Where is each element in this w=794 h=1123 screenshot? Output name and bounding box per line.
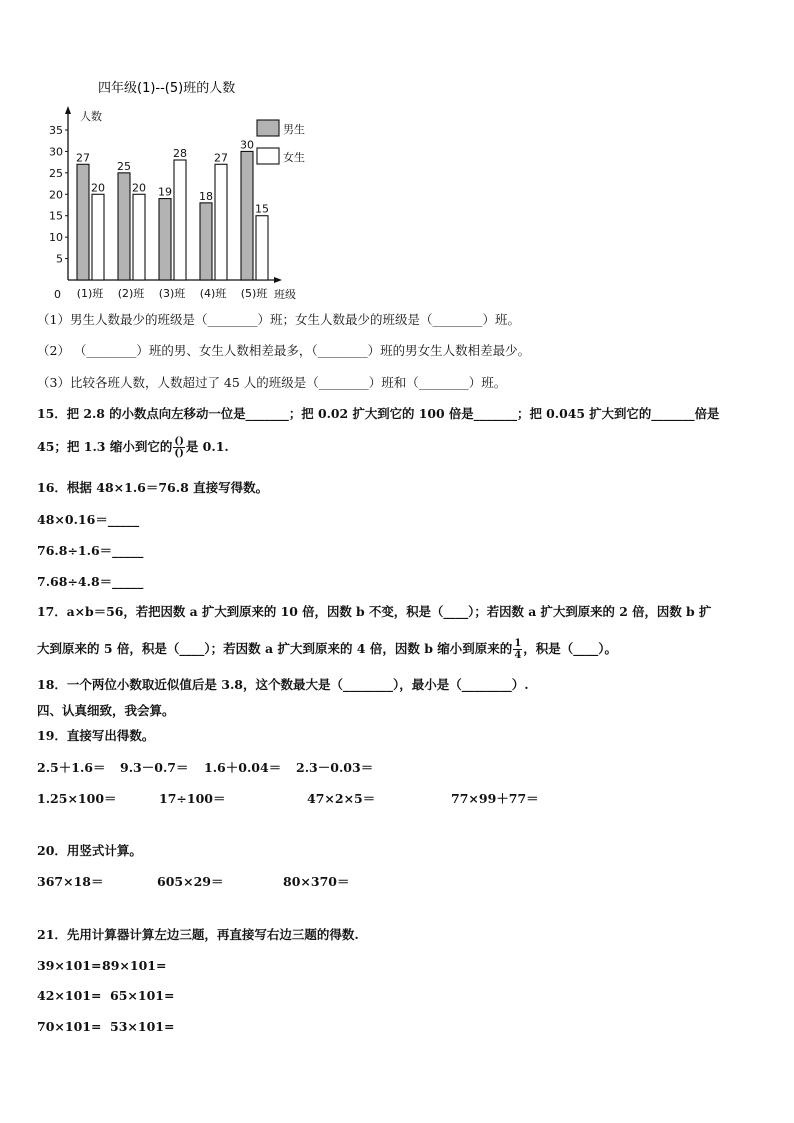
q19-item: 1.6＋0.04＝	[204, 760, 282, 775]
bar-value-label: 28	[173, 147, 187, 160]
y-tick-label: 20	[49, 188, 63, 202]
legend-label: 男生	[283, 123, 305, 136]
question-21: 21．先用计算器计算左边三题，再直接写右边三题的得数.	[37, 927, 359, 942]
q19-item: 77×99＋77＝	[451, 791, 539, 806]
y-tick-label: 25	[49, 166, 63, 180]
q21-item: 70×101=	[37, 1019, 102, 1034]
origin-label: 0	[54, 288, 61, 301]
x-tick-label: (5)班	[240, 287, 268, 300]
bar-value-label: 25	[117, 159, 131, 173]
legend-swatch	[257, 148, 279, 164]
question-17-a: 17．a×b＝56，若把因数 a 扩大到原来的 10 倍，因数 b 不变，积是（____）；若因数 a 扩大到原来的 2 倍，因数 b 扩	[37, 604, 712, 619]
bar	[215, 164, 227, 280]
question-16: 16．根据 48×1.6＝76.8 直接写得数。	[37, 480, 269, 495]
question-16-3: 7.68÷4.8＝_____	[37, 574, 144, 589]
question-16-2: 76.8÷1.6＝_____	[37, 543, 144, 558]
question-14-2: （2） （________）班的男、女生人数相差最多，（________）班的男女生人数相差最少。	[37, 343, 531, 358]
q19-item: 17÷100＝	[159, 791, 226, 806]
q19-item: 47×2×5＝	[307, 791, 376, 806]
x-axis-arrow	[274, 277, 282, 283]
question-20: 20．用竖式计算。	[37, 843, 142, 858]
q20-item: 367×18＝	[37, 874, 104, 889]
bar-value-label: 30	[240, 138, 254, 152]
y-axis-label: 人数	[80, 110, 102, 123]
bar-value-label: 20	[91, 181, 105, 195]
fraction-denominator: ()	[174, 448, 184, 459]
bar	[256, 216, 268, 280]
y-tick-label: 35	[49, 124, 63, 137]
question-18: 18．一个两位小数取近似值后是 3.8，这个数最大是（________），最小是（________）.	[37, 677, 529, 692]
bar	[92, 194, 104, 280]
q21-item: 65×101=	[110, 988, 175, 1003]
question-19: 19．直接写出得数。	[37, 728, 155, 743]
bar	[159, 199, 171, 280]
q17-b-post: ，积是（____）。	[523, 641, 618, 656]
q21-item: 42×101=	[37, 988, 102, 1003]
bar	[133, 194, 145, 280]
y-axis-arrow	[65, 106, 71, 114]
question-14-3: （3）比较各班人数，人数超过了 45 人的班级是（________）班和（________）班。	[37, 375, 507, 390]
legend-swatch	[257, 120, 279, 136]
bar-value-label: 20	[132, 181, 146, 195]
q19-item: 1.25×100＝	[37, 791, 117, 806]
question-16-1: 48×0.16＝_____	[37, 512, 140, 527]
fraction-denominator: 4	[514, 650, 522, 661]
q15-b-pre: 45；把 1.3 缩小到它的	[37, 439, 173, 454]
x-tick-label: (2)班	[117, 287, 145, 300]
fraction	[513, 638, 522, 661]
y-tick-label: 5	[56, 252, 63, 266]
bars	[76, 138, 269, 280]
fraction-numerator: ()	[174, 436, 184, 447]
chart-title: 四年级(1)--(5)班的人数	[98, 81, 236, 96]
fraction-numerator: 1	[514, 638, 522, 649]
bar-value-label: 27	[214, 151, 228, 165]
legend	[257, 120, 305, 164]
bar-value-label: 18	[199, 189, 213, 203]
q19-item: 9.3－0.7＝	[120, 760, 189, 775]
x-tick-labels	[77, 286, 268, 300]
y-ticks	[49, 124, 68, 266]
bar-value-label: 27	[76, 151, 90, 165]
q21-item: 39×101=	[37, 958, 102, 973]
bar	[200, 203, 212, 280]
question-17-b	[37, 638, 617, 661]
legend-label: 女生	[283, 151, 305, 164]
question-14-1: （1）男生人数最少的班级是（________）班；女生人数最少的班级是（________）班。	[37, 312, 520, 327]
q21-item: 53×101=	[110, 1019, 175, 1034]
section-4-heading: 四、认真细致，我会算。	[37, 703, 175, 718]
bar-value-label: 19	[158, 185, 172, 199]
q19-item: 2.3－0.03＝	[296, 760, 374, 775]
question-15-b	[37, 436, 229, 459]
bar	[241, 151, 253, 280]
bar	[77, 164, 89, 280]
x-tick-label: (1)班	[76, 287, 104, 300]
bar-value-label: 15	[255, 202, 269, 216]
fraction	[173, 436, 184, 459]
bar-chart	[30, 72, 320, 306]
y-tick-label: 10	[49, 231, 63, 245]
q20-item: 80×370＝	[283, 874, 350, 889]
y-tick-label: 30	[49, 145, 63, 159]
bar	[174, 160, 186, 280]
bar	[118, 173, 130, 280]
x-axis-label: 班级	[274, 288, 296, 301]
question-15-a: 15．把 2.8 的小数点向左移动一位是_______；把 0.02 扩大到它的 100 倍是_______；把 0.045 扩大到它的_______倍是	[37, 406, 720, 421]
q20-item: 605×29＝	[157, 874, 224, 889]
q17-b-pre: 大到原来的 5 倍，积是（____）；若因数 a 扩大到原来的 4 倍，因数 b 缩小到原来的	[37, 641, 513, 656]
x-tick-label: (3)班	[158, 287, 186, 300]
x-tick-label: (4)班	[199, 287, 227, 300]
q15-b-post: 是 0.1.	[185, 439, 229, 454]
y-tick-label: 15	[49, 209, 63, 223]
q19-item: 2.5＋1.6＝	[37, 760, 106, 775]
q21-item: 89×101=	[102, 958, 167, 973]
